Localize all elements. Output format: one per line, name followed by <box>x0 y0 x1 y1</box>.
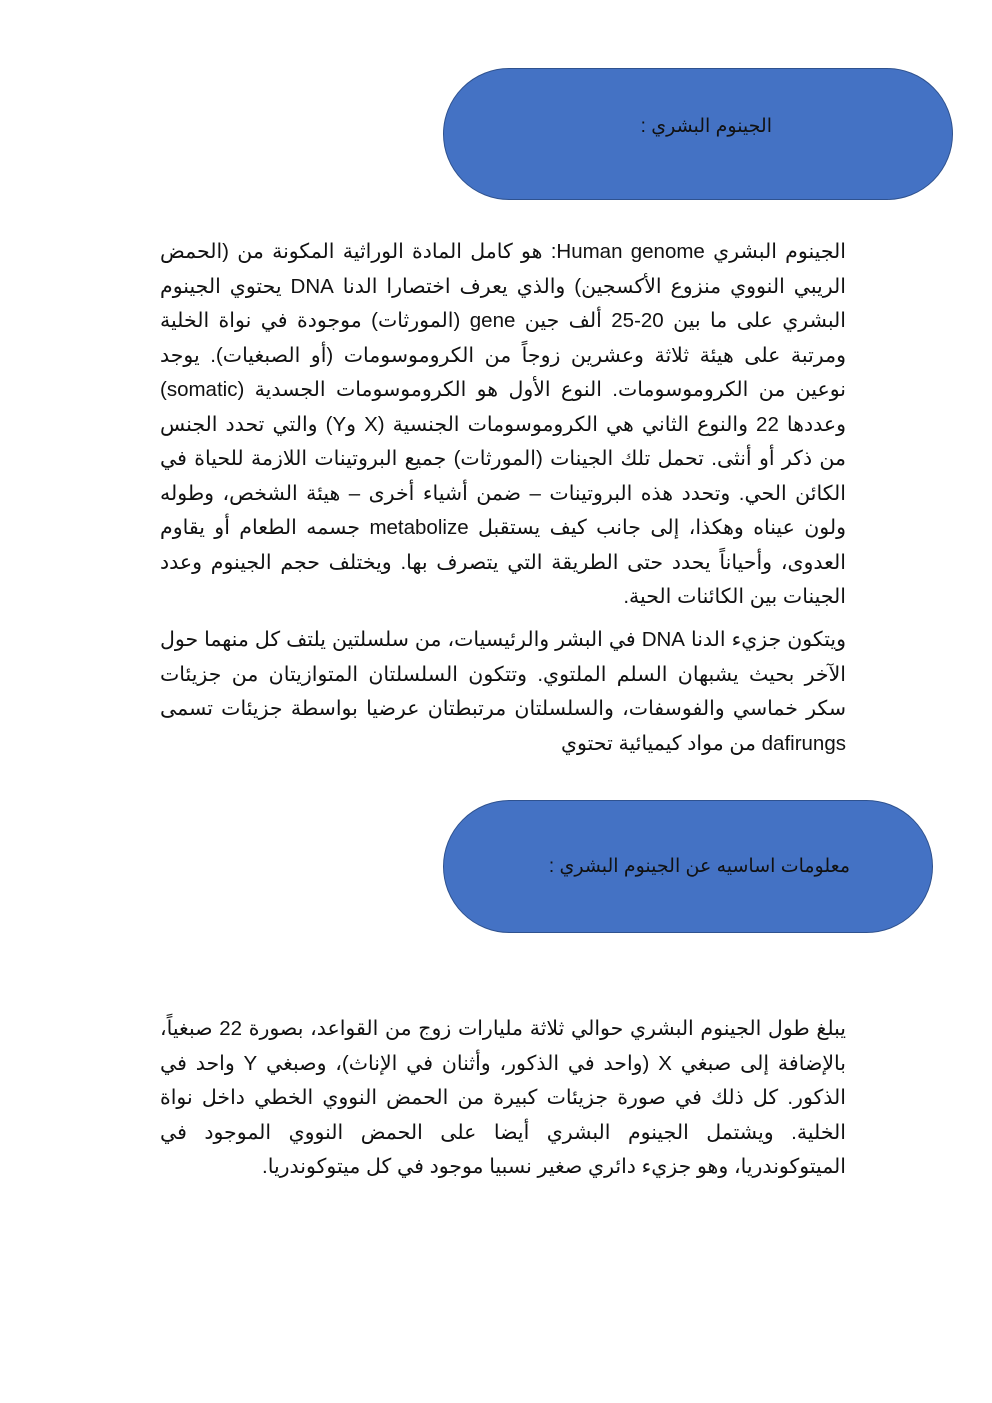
section-heading-basic-info: معلومات اساسيه عن الجينوم البشري : <box>548 856 850 877</box>
heading-shape-basic-info <box>443 800 933 933</box>
paragraph-genome-size: يبلغ طول الجينوم البشري حوالي ثلاثة مليارات زوج من القواعد، بصورة 22 صبغياً، بالإضافة إلى صبغي X (واحد في الذكور، وأثنان في الإناث)، وصبغي Y واحد في الذكور. كل ذلك في صورة جزيئات كبيرة من الحمض النووي الخطي داخل نواة الخلية. ويشتمل الجينوم البشري أيضا على الحمض النووي الموجود في الميتوكوندريا، وهو جزيء دائري صغير نسبيا موجود في كل ميتوكوندريا. <box>160 1017 847 1178</box>
paragraph-dna-structure: ويتكون جزيء الدنا DNA في البشر والرئيسيات، من سلسلتين يلتف كل منهما حول الآخر بحيث يشبهان السلم الملتوي. وتتكون السلسلتان المتوازيتان من جزيئات سكر خماسي والفوسفات، والسلسلتان مرتبطتان عرضيا بواسطة جزيئات تسمى dafirungs من مواد كيميائية تحتوي <box>160 628 846 755</box>
heading-shape-human-genome <box>443 68 953 200</box>
section-heading-human-genome: الجينوم البشري : <box>640 116 772 137</box>
paragraph-definition: الجينوم البشري Human genome: هو كامل المادة الوراثية المكونة من (الحمض الريبي النووي منزوع الأكسجين) والذي يعرف اختصارا الدنا DNA يحتوي الجينوم البشري على ما بين 20-25 ألف جين gene (المورثات) موجودة في نواة الخلية ومرتبة على هيئة ثلاثة وعشرين زوجاً من الكروموسومات (أو الصبغيات). يوجد نوعين من الكروموسومات. النوع الأول هو الكروموسومات الجسدية (somatic) وعددها 22 والنوع الثاني هي الكروموسومات الجنسية (X وY) والتي تحدد الجنس من ذكر أو أنثى. تحمل تلك الجينات (المورثات) جميع البروتينات اللازمة للحياة في الكائن الحي. وتحدد هذه البروتينات – ضمن أشياء أخرى – هيئة الشخص، وطوله ولون عيناه وهكذا، إلى جانب كيف يستقبل metabolize جسمه الطعام أو يقاوم العدوى، وأحياناً يحدد حتى الطريقة التي يتصرف بها. ويختلف حجم الجينوم وعدد الجينات بين الكائنات الحية. <box>160 240 847 608</box>
